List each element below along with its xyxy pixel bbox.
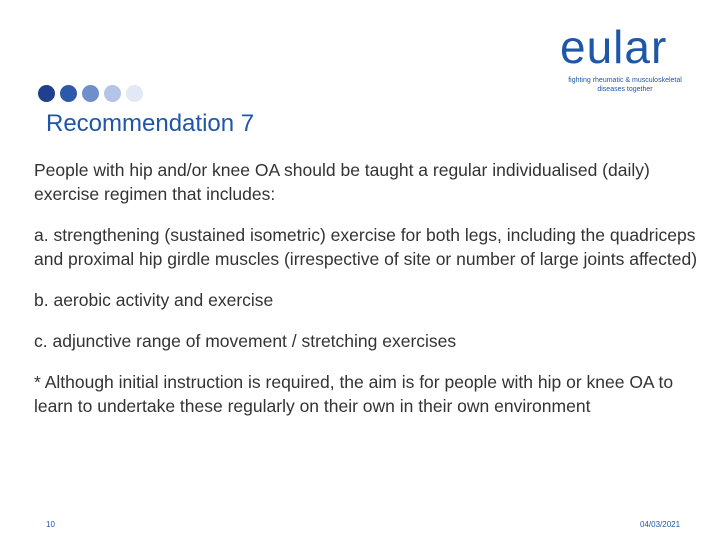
item-b: b. aerobic activity and exercise <box>34 290 274 310</box>
dot-4 <box>104 85 121 102</box>
logo-word: eular <box>560 21 668 73</box>
slide-date: 04/03/2021 <box>640 520 681 529</box>
eular-logo <box>560 21 700 94</box>
item-a: a. strengthening (sustained isometric) exercise for both legs, including the quadriceps and proximal hip girdle muscles (irrespective of site or number of large joints affected) <box>34 225 698 269</box>
slide-title: Recommendation 7 <box>46 110 255 137</box>
slide-content <box>34 158 702 435</box>
dot-1 <box>38 85 55 102</box>
logo-tagline: fighting rheumatic & musculoskeletal diseases together <box>568 77 682 93</box>
page-number: 10 <box>46 520 55 529</box>
dot-3 <box>82 85 99 102</box>
footnote-paragraph: * Although initial instruction is required, the aim is for people with hip or knee OA to learn to undertake these regularly on their own in their own environment <box>34 372 674 416</box>
dot-5 <box>126 85 143 102</box>
intro-paragraph: People with hip and/or knee OA should be taught a regular individualised (daily) exercise regimen that includes: <box>34 160 650 204</box>
decorative-dots <box>38 85 143 102</box>
item-c: c. adjunctive range of movement / stretching exercises <box>34 331 457 351</box>
dot-2 <box>60 85 77 102</box>
